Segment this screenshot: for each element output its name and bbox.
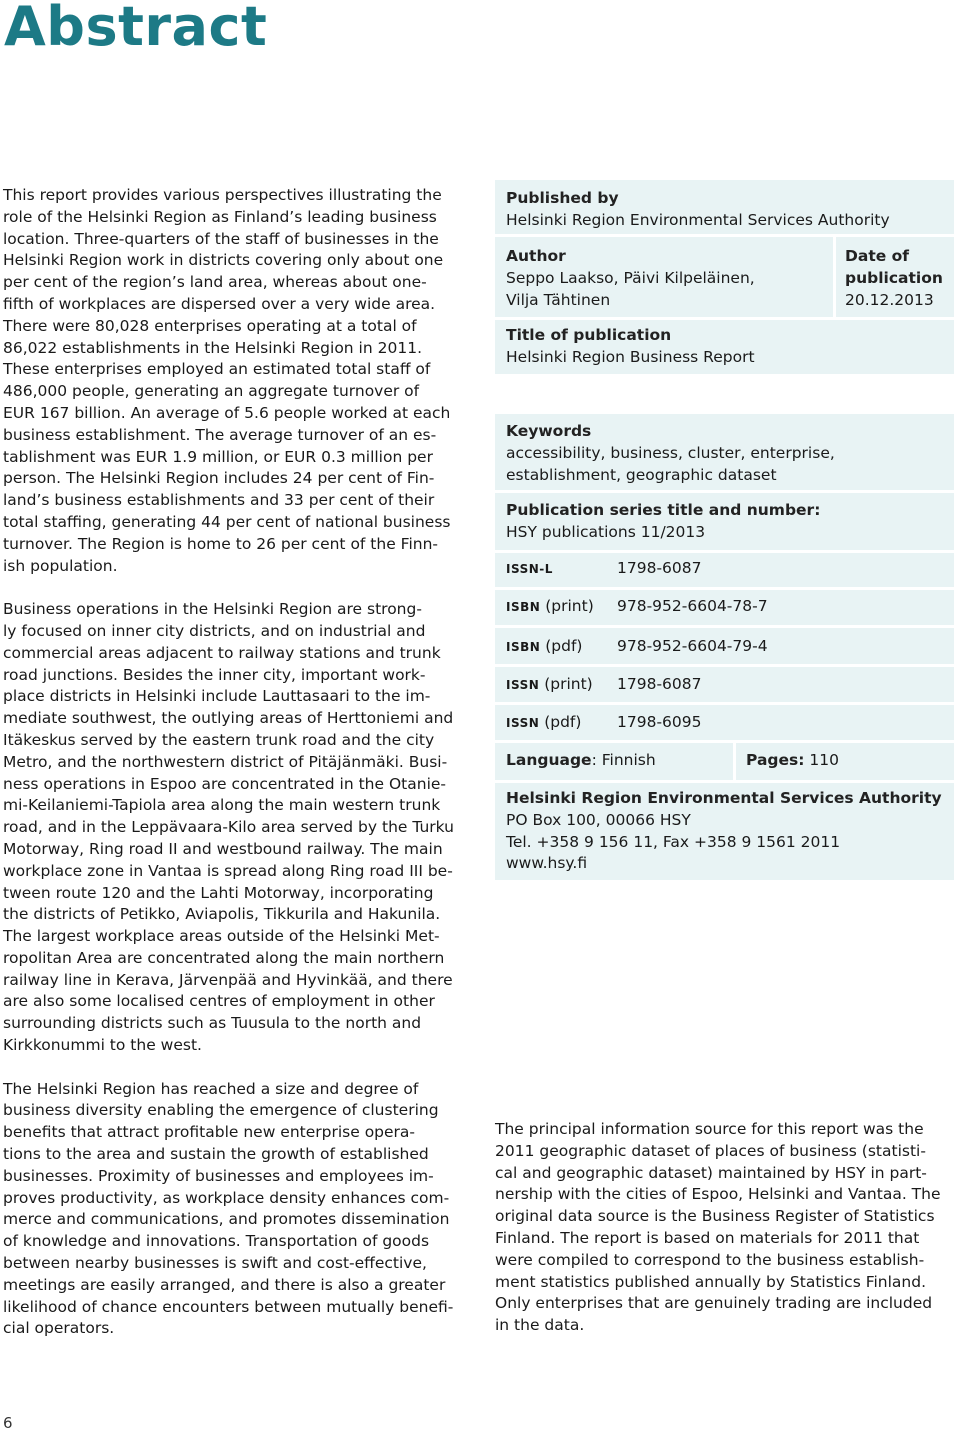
series-value: HSY publications 11/2013 — [506, 522, 706, 541]
page-number: 6 — [3, 1414, 13, 1432]
divider — [495, 740, 954, 743]
divider — [833, 237, 836, 317]
id-value: 1798-6087 — [617, 675, 702, 693]
id-suffix: (print) — [544, 675, 593, 693]
id-label: ISBN — [506, 600, 541, 614]
id-value: 1798-6095 — [617, 713, 702, 731]
source-paragraph: The principal information source for this report was the 2011 geographic dataset of places of business (statisti- cal and geographic dataset) maintained by HSY in part- nership with the cities of Espoo, Helsinki and Vantaa. The original data source is the Business Register of Statistics Finland. The report is based on materials for 2011 that were compiled to correspond to the business establish- ment statistics published annually by Statistics Finland. Only enterprises that are genuinely trading are included in the data. — [495, 1120, 941, 1335]
language-value: : Finnish — [591, 751, 656, 769]
id-row — [506, 596, 946, 619]
organisation-address: PO Box 100, 00066 HSY — [506, 810, 691, 829]
divider — [495, 702, 954, 705]
page-title: Abstract — [4, 0, 268, 58]
divider — [495, 780, 954, 783]
id-label: ISSN — [506, 716, 540, 730]
abstract-paragraph-1: This report provides various perspectives illustrating the role of the Helsinki Region as Finland’s leading business location. Three-quarters of the staff of businesses in the Helsinki Region work in districts covering only about one per cent of the region’s land area, whereas about one- fifth of workplaces are dispersed over a very wide area. There were 80,028 enterprises operating at a total of 86,022 establishments in the Helsinki Region in 2011. These enterprises employed an estimated total staff of 486,000 people, generating an aggregate turnover of EUR 167 billion. An average of 5.6 people worked at each business establishment. The average turnover of an es- tablishment was EUR 1.9 million, or EUR 0.3 million per person. The Helsinki Region includes 24 per cent of Fin- land’s business establishments and 33 per cent of their total staffing, generating 44 per cent of national business turnover. The Region is home to 26 per cent of the Finn- ish population. — [3, 186, 451, 575]
pages-value: 110 — [804, 751, 839, 769]
keywords-line-2: establishment, geographic dataset — [506, 465, 777, 484]
language-label: Language — [506, 751, 592, 769]
id-suffix: (pdf) — [545, 637, 583, 655]
abstract-body — [3, 185, 465, 1362]
date-label-line-2: publication — [845, 268, 943, 287]
divider — [495, 490, 954, 493]
author-value-line-1: Seppo Laakso, Päivi Kilpeläinen, — [506, 268, 755, 287]
id-value: 978-952-6604-78-7 — [617, 597, 768, 615]
published-by-value: Helsinki Region Environmental Services Authority — [506, 210, 890, 229]
published-by — [506, 188, 946, 232]
publication-info-panel — [495, 180, 954, 374]
pages-label: Pages: — [746, 751, 805, 769]
id-label: ISSN — [506, 678, 540, 692]
divider — [495, 664, 954, 667]
id-label: ISSN-L — [506, 562, 553, 576]
id-label: ISBN — [506, 640, 541, 654]
divider — [733, 743, 736, 780]
divider — [495, 587, 954, 590]
date-value: 20.12.2013 — [845, 290, 934, 309]
title-block — [506, 325, 946, 369]
divider — [495, 317, 954, 320]
keywords-line-1: accessibility, business, cluster, enterprise, — [506, 443, 835, 462]
id-value: 1798-6087 — [617, 559, 702, 577]
keywords-label: Keywords — [506, 422, 592, 440]
title-label: Title of publication — [506, 326, 672, 344]
date-block — [845, 246, 950, 311]
id-suffix: (print) — [545, 597, 594, 615]
id-row — [506, 636, 946, 659]
divider — [495, 234, 954, 237]
id-row — [506, 712, 946, 735]
author-block — [506, 246, 826, 311]
organisation-block — [506, 788, 951, 875]
author-value-line-2: Vilja Tähtinen — [506, 290, 611, 309]
id-value: 978-952-6604-79-4 — [617, 637, 768, 655]
published-by-label: Published by — [506, 189, 619, 207]
title-value: Helsinki Region Business Report — [506, 347, 755, 366]
abstract-paragraph-2: Business operations in the Helsinki Region are strong- ly focused on inner city districts, and on industrial and commercial areas adjacent to railway stations and trunk road junctions. Besides the inner city, important work- place districts in Helsinki include Lauttasaari to the im- mediate southwest, the outlying areas of Herttoniemi and Itäkeskus served by the eastern trunk road and the city Metro, and the northwestern district of Pitäjänmäki. Busi- ness operations in Espoo are concentrated in the Otanie- mi-Keilaniemi-Tapiola area along the main western trunk road, and in the Leppävaara-Kilo area served by the Turku Motorway, Ring road II and westbound railway. The main workplace zone in Vantaa is spread along Ring road III be- tween route 120 and the Lahti Motorway, incorporating the districts of Petikko, Aviapolis, Tikkurila and Hakunila. The largest workplace areas outside of the Helsinki Met- ropolitan Area are concentrated along the main northern railway line in Kerava, Järvenpää and Hyvinkää, and there are also some localised centres of employment in other surrounding districts such as Tuusula to the north and Kirkkonummi to the west. — [3, 600, 454, 1055]
organisation-website: www.hsy.fi — [506, 854, 588, 873]
abstract-paragraph-3: The Helsinki Region has reached a size and degree of business diversity enabling the emergence of clustering benefits that attract profitable new enterprise opera- tions to the area and sustain the growth of established businesses. Proximity of businesses and employees im- proves productivity, as workplace density enhances com- merce and communications, and promotes dissemination of knowledge and innovations. Transportation of goods between nearby businesses is swift and cost-effective, meetings are easily arranged, and there is also a greater likelihood of chance encounters between mutually benefi- cial operators. — [3, 1079, 454, 1338]
divider — [495, 550, 954, 553]
organisation-phone: Tel. +358 9 156 11, Fax +358 9 1561 2011 — [506, 832, 841, 851]
language-block — [506, 750, 726, 772]
series-label: Publication series title and number: — [506, 501, 821, 519]
keywords-block — [506, 421, 946, 486]
id-row — [506, 674, 946, 697]
author-label: Author — [506, 247, 566, 265]
series-block — [506, 500, 946, 544]
divider — [495, 625, 954, 628]
id-suffix: (pdf) — [544, 713, 582, 731]
organisation-name: Helsinki Region Environmental Services Authority — [506, 789, 942, 807]
pages-block — [746, 750, 946, 772]
publication-details-panel — [495, 414, 954, 880]
id-row — [506, 558, 946, 581]
date-label-line-1: Date of — [845, 247, 910, 265]
